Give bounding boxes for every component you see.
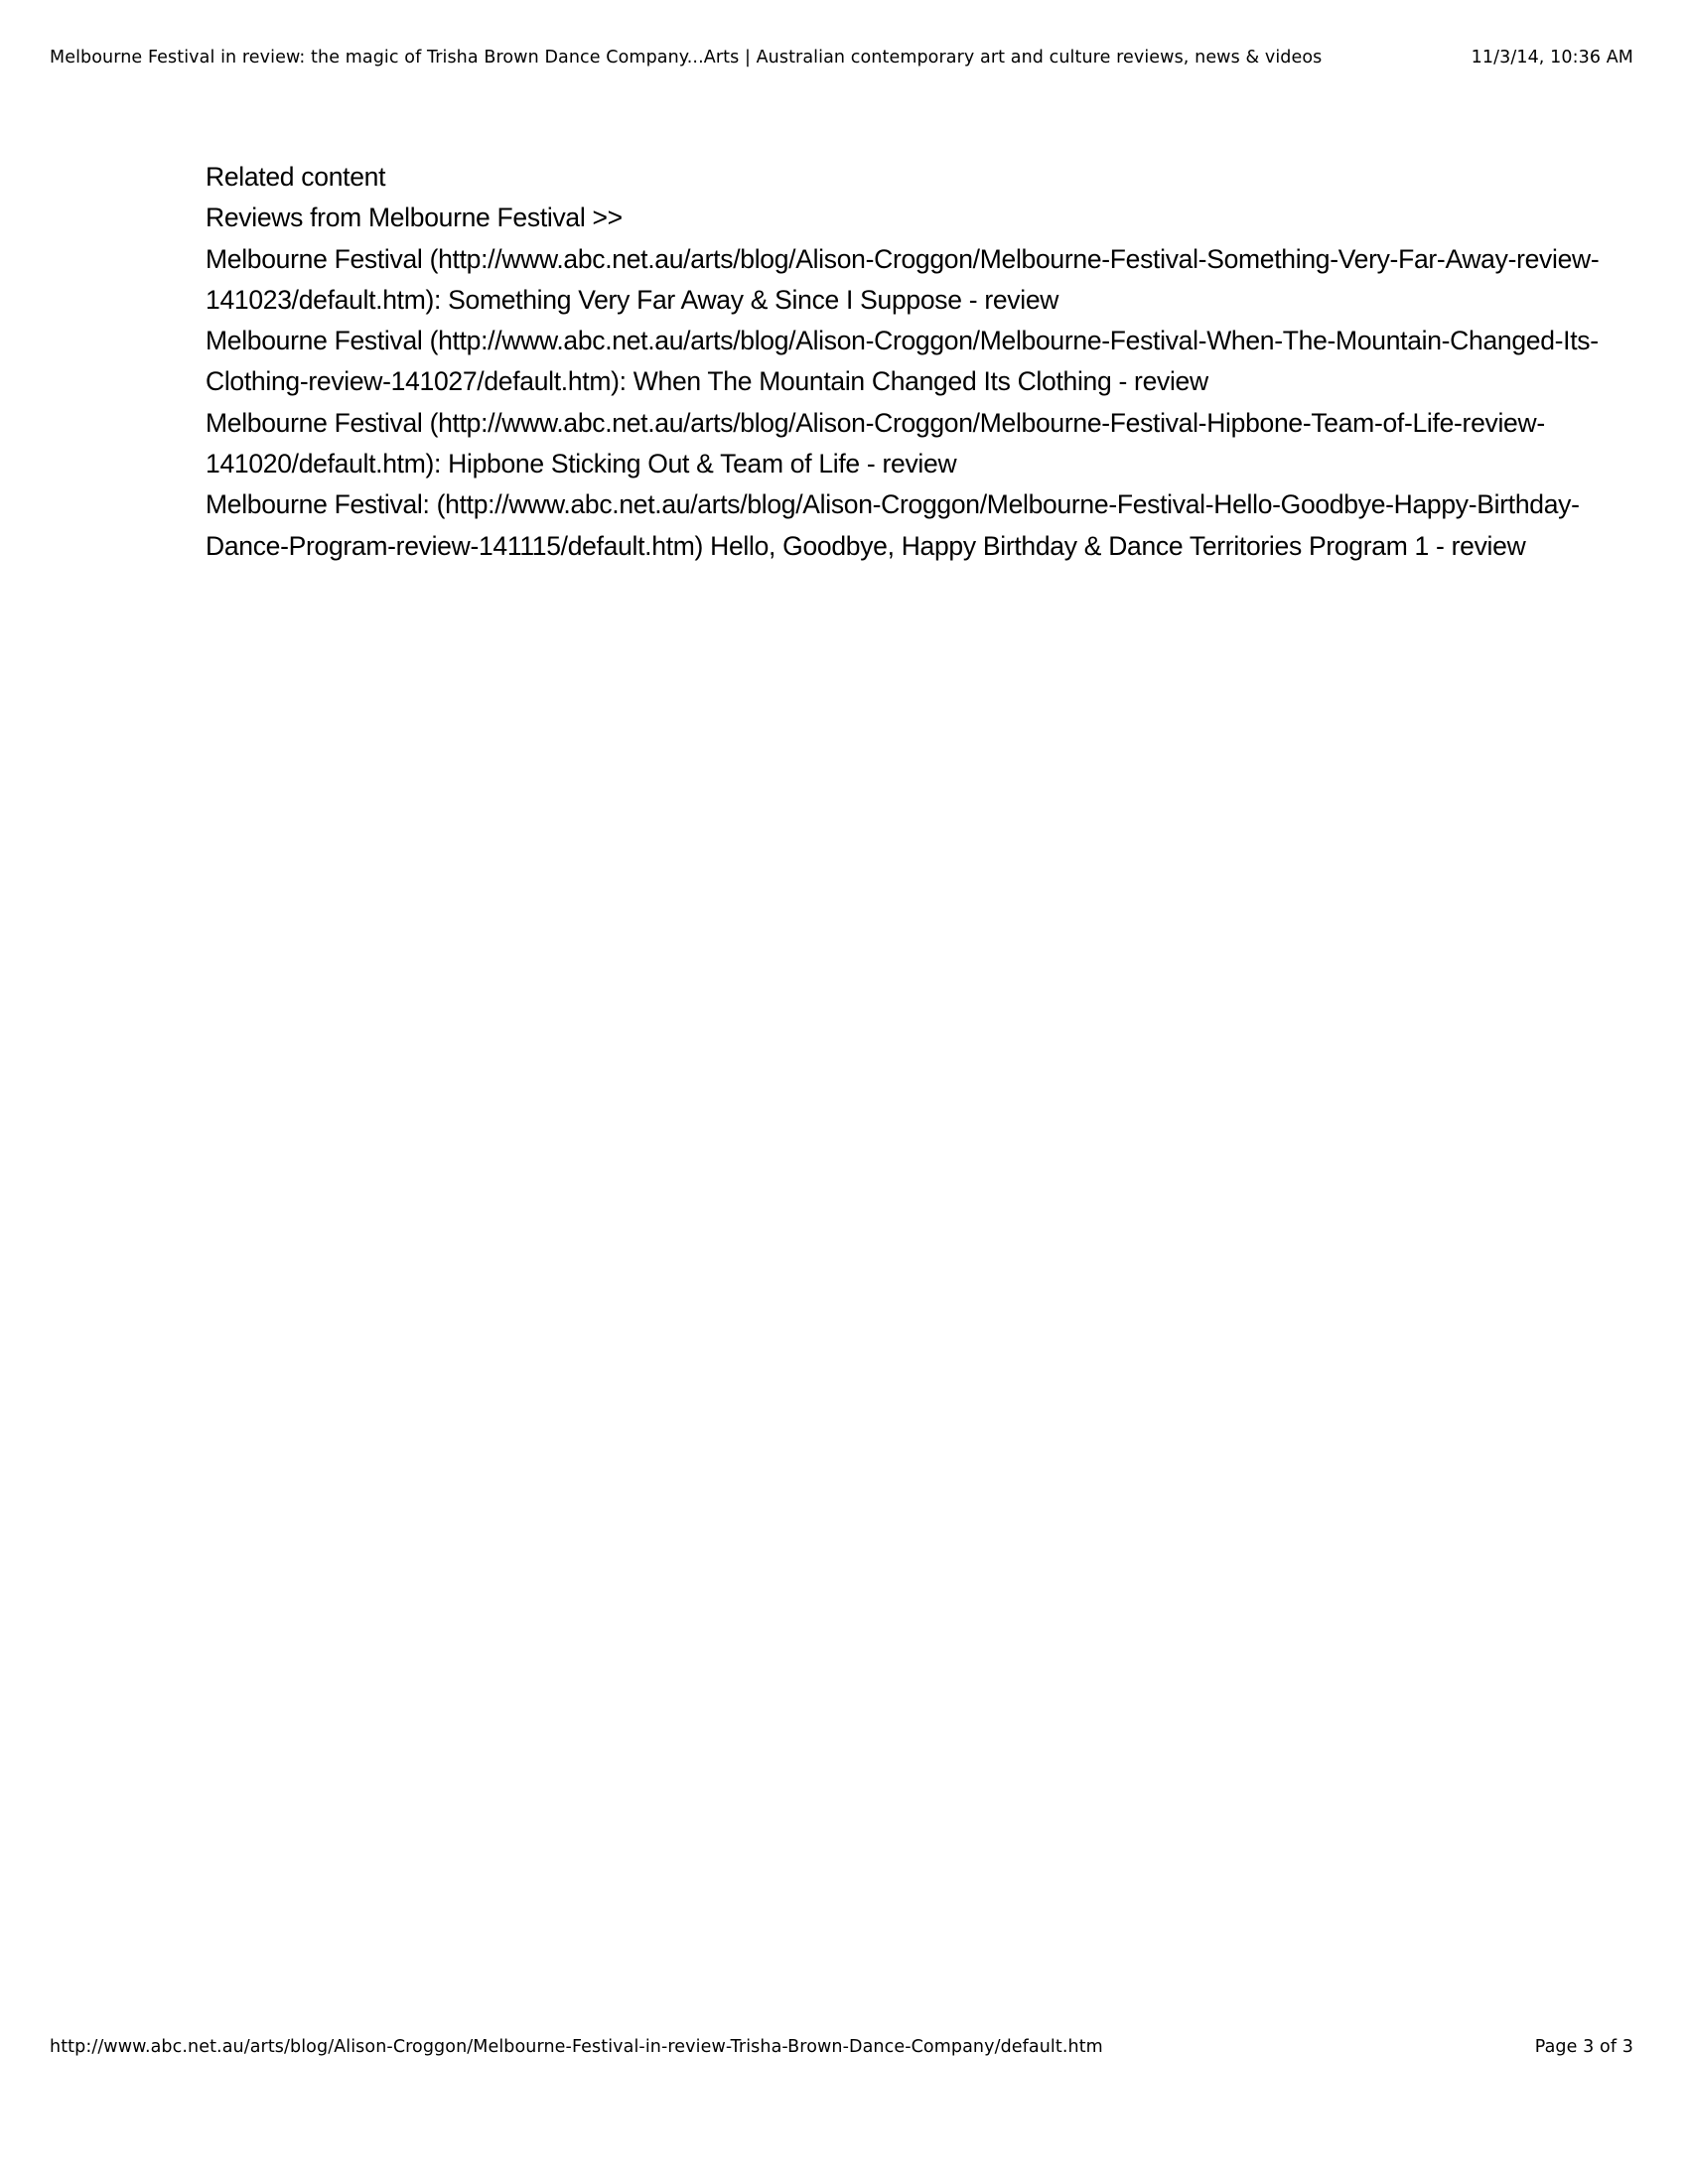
related-item-link[interactable]: (http://www.abc.net.au/arts/blog/Alison-Croggon/Melbourne-Festival-When-The-Mountain-Changed-Its-Clothing-review-141027/default.htm) xyxy=(206,326,1599,397)
related-item-prefix: Melbourne Festival xyxy=(206,243,423,274)
print-header xyxy=(50,48,1633,68)
related-item-link[interactable]: (http://www.abc.net.au/arts/blog/Alison-Croggon/Melbourne-Festival-Hipbone-Team-of-Life-review-141020/default.htm) xyxy=(206,407,1545,479)
print-footer xyxy=(50,2037,1633,2057)
related-item-title: : Something Very Far Away & Since I Suppose - review xyxy=(434,284,1059,315)
related-content-section xyxy=(206,157,1635,567)
related-item-title: : Hipbone Sticking Out & Team of Life - review xyxy=(434,449,957,479)
related-item xyxy=(206,239,1635,322)
related-item xyxy=(206,321,1635,403)
related-item-link[interactable]: (http://www.abc.net.au/arts/blog/Alison-Croggon/Melbourne-Festival-Something-Very-Far-Away-review-141023/default.htm) xyxy=(206,243,1600,315)
related-item xyxy=(206,484,1635,567)
related-item-prefix: Melbourne Festival xyxy=(206,326,423,356)
reviews-link-label[interactable]: Reviews from Melbourne Festival >> xyxy=(206,203,623,233)
print-datetime: 11/3/14, 10:36 AM xyxy=(1471,48,1633,68)
related-item-link[interactable]: (http://www.abc.net.au/arts/blog/Alison-Croggon/Melbourne-Festival-Hello-Goodbye-Happy-Birthday-Dance-Program-review-141115/default.htm) xyxy=(206,489,1580,561)
related-item-prefix: Melbourne Festival: xyxy=(206,489,430,520)
related-item-title: : When The Mountain Changed Its Clothing - review xyxy=(619,366,1208,397)
related-item-title: Hello, Goodbye, Happy Birthday & Dance Territories Program 1 - review xyxy=(703,530,1526,561)
footer-url: http://www.abc.net.au/arts/blog/Alison-Croggon/Melbourne-Festival-in-review-Trisha-Brown-Dance-Company/default.htm xyxy=(50,2037,1103,2057)
related-item-prefix: Melbourne Festival xyxy=(206,407,423,438)
page-title: Melbourne Festival in review: the magic of Trisha Brown Dance Company...Arts | Australian contemporary art and culture reviews, news & videos xyxy=(50,48,1323,68)
related-item xyxy=(206,403,1635,485)
page-number: Page 3 of 3 xyxy=(1534,2037,1633,2057)
reviews-link[interactable] xyxy=(206,198,1635,238)
related-content-heading: Related content xyxy=(206,162,386,192)
